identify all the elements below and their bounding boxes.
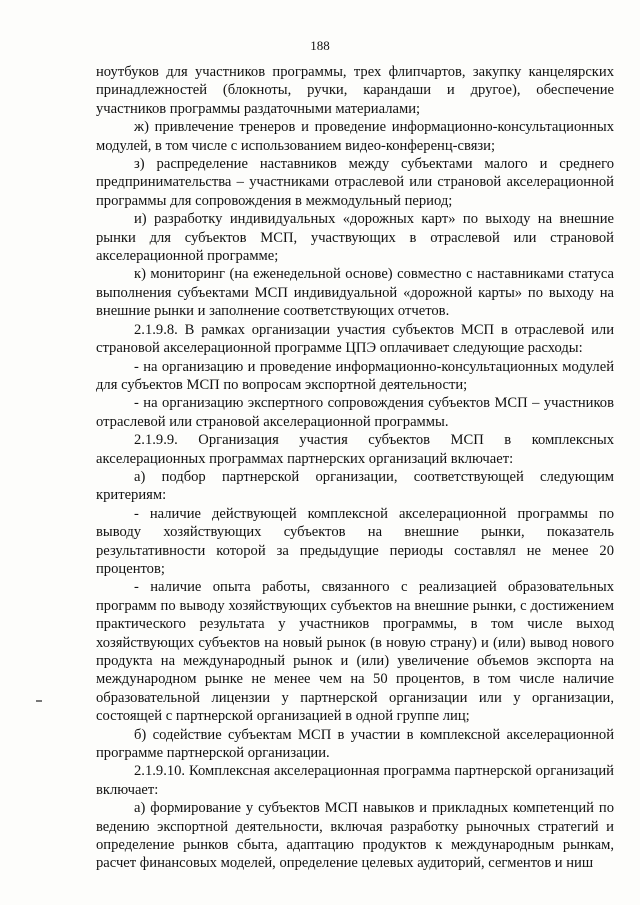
paragraph: - на организацию экспертного сопровождения субъектов МСП – участников отраслевой или страновой акселерационной программы.	[96, 395, 614, 430]
paragraph: и) разработку индивидуальных «дорожных карт» по выходу на внешние рынки для субъектов МСП, участвующих в отраслевой или страновой акселерационной программе;	[96, 211, 614, 265]
paragraph: ноутбуков для участников программы, трех флипчартов, закупку канцелярских принадлежностей (блокноты, ручки, карандаши и другое), обеспечение участников программы раздаточными материалами;	[96, 64, 614, 117]
paragraph: 2.1.9.10. Комплексная акселерационная программа партнерской организаций включает:	[96, 763, 614, 798]
document-body	[96, 63, 614, 873]
paragraph: - наличие опыта работы, связанного с реализацией образовательных программ по выводу хозяйствующих субъектов на внешние рынки, с достижением практического результата у участников программы, в том числе выход хозяйствующих субъектов на новый рынок (в новую страну) и (или) вывод нового продукта на международный рынок и (или) увеличение объемов экспорта на международном рынке не менее чем на 50 процентов, в том числе наличие образовательной лицензии у партнерской организации или у организации, состоящей с партнерской организацией в одной группе лиц;	[96, 579, 614, 725]
paragraph: а) подбор партнерской организации, соответствующей следующим критериям:	[96, 468, 614, 504]
paragraph: ж) привлечение тренеров и проведение информационно-консультационных модулей, в том числе с использованием видео-конференц-связи;	[96, 119, 614, 154]
paragraph: з) распределение наставников между субъектами малого и среднего предпринимательства – участниками отраслевой или страновой акселерационной программы для сопровождения в межмодульный период;	[96, 156, 614, 209]
paragraph: 2.1.9.8. В рамках организации участия субъектов МСП в отраслевой или страновой акселерационной программе ЦПЭ оплачивает следующие расходы:	[96, 321, 614, 357]
paragraph: а) формирование у субъектов МСП навыков и прикладных компетенций по ведению экспортной деятельности, включая разработку рыночных стратегий и определение рынков сбыта, адаптацию продуктов к международным рынкам, расчет финансовых моделей, определение целевых аудиторий, сегментов и ниш	[96, 800, 614, 872]
paragraph: 2.1.9.9. Организация участия субъектов МСП в комплексных акселерационных программах партнерских организаций включает:	[96, 432, 614, 467]
paragraph: к) мониторинг (на еженедельной основе) совместно с наставниками статуса выполнения субъектами МСП индивидуальной «дорожной карты» по выходу на внешние рынки и заполнение соответствующих отчетов.	[96, 266, 614, 320]
paragraph: б) содействие субъектам МСП в участии в комплексной акселерационной программе партнерской организации.	[96, 726, 614, 762]
margin-mark	[36, 700, 42, 702]
page-number: 188	[310, 38, 330, 53]
paragraph: - наличие действующей комплексной акселерационной программы по выводу хозяйствующих субъектов на внешние рынки, показатель результативности которой за предыдущие периоды составлял не менее 20 процентов;	[96, 505, 614, 577]
paragraph: - на организацию и проведение информационно-консультационных модулей для субъектов МСП по вопросам экспортной деятельности;	[96, 358, 614, 393]
